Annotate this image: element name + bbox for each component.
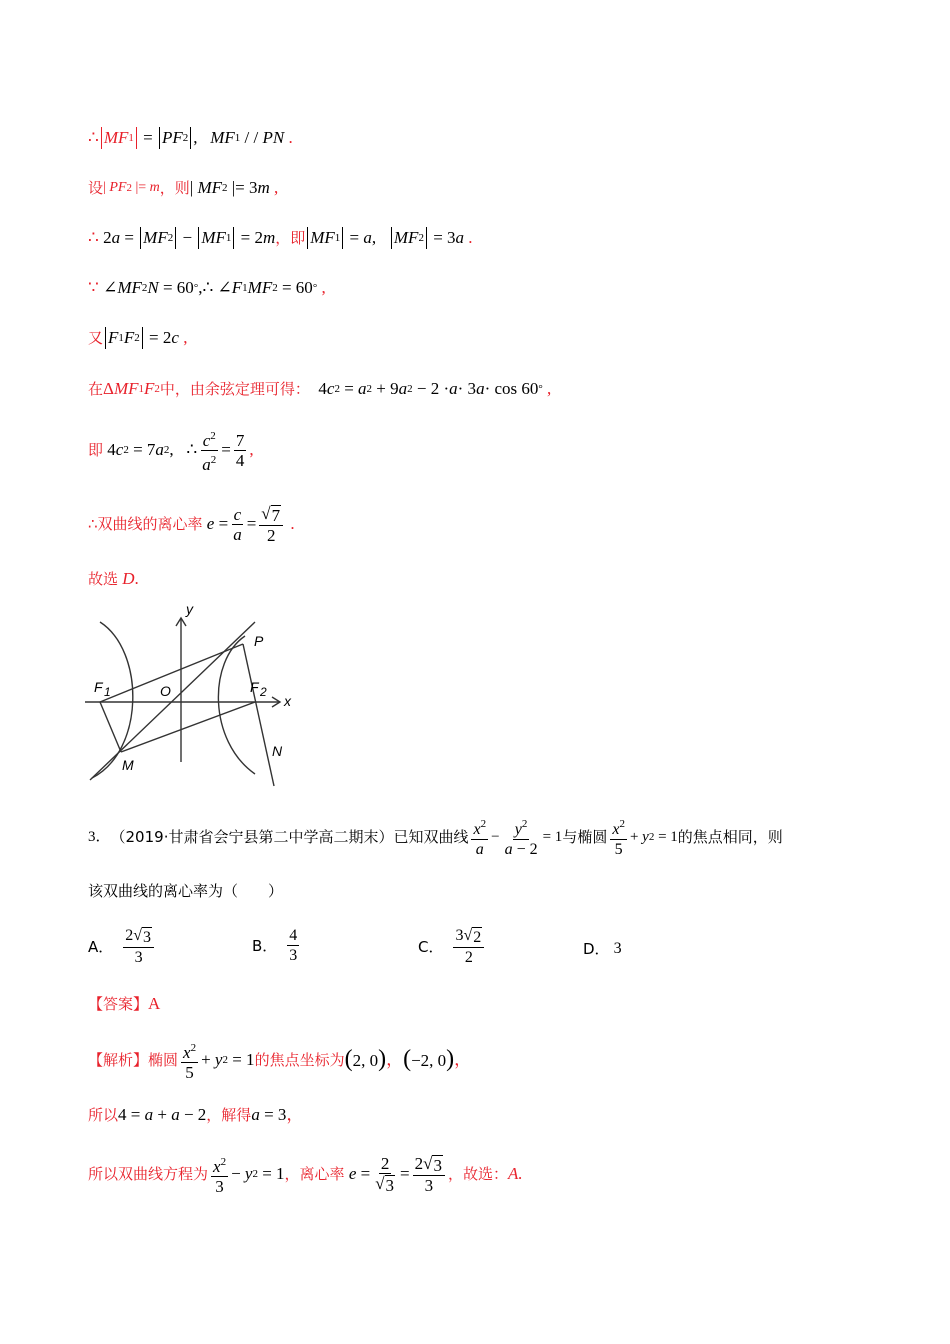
analysis-line-3: 所以双曲线方程为 $\frac{x^2}{3}$ − y 2 = 1 ，离心率 e = 2 √ 3 = 2√ 3 3 ，故选： A. (88, 1153, 523, 1196)
label-N: N (272, 743, 283, 759)
label-F2-sub: 2 (260, 685, 267, 699)
option-d-value: 3 (613, 939, 622, 957)
label-O: O (160, 683, 171, 699)
option-a-label: A． (88, 938, 114, 956)
text: ∴ (88, 228, 99, 247)
option-d-label: D． (583, 940, 610, 958)
text: 中，由余弦定理可得： (159, 380, 310, 398)
solution-line-1: ∴ MF 1 = PF 2 , MF 1 / / PN . (88, 128, 293, 147)
option-c-label: C． (418, 938, 444, 956)
answer-label: 【答案】 (88, 995, 149, 1013)
question-text-b: 与椭圆 (562, 828, 608, 846)
analysis-l2-b: ，解得 (206, 1106, 252, 1124)
hyperbola-figure (80, 596, 310, 796)
solution-line-8: ∴双曲线的离心率 e = $\frac{c}{a}$ = √ 7 2 . (88, 503, 295, 545)
solution-line-7: 即 4 c 2 = 7 a 2 , ∴ $\frac{c^2}{a^2}$ = $\frac{7}{4}$ , (88, 428, 254, 472)
hyperbola-left-branch (92, 622, 133, 778)
text: ∴双曲线的离心率 (88, 515, 203, 533)
option-c[interactable]: C． 3√ 2 2 (418, 926, 487, 967)
analysis-l2-a: 所以 (88, 1106, 119, 1124)
solution-line-4: ∵ ∠ MF 2 N = 60 ° ,∴ ∠ F 1 MF 2 = 60 ° , (88, 278, 326, 297)
label-F2: F (250, 679, 259, 695)
option-a[interactable]: A． 2√ 3 3 (88, 926, 157, 967)
answer-value: A (148, 994, 161, 1013)
question-line-2: 该双曲线的离心率为（ ） (88, 882, 284, 900)
analysis-line-1: 【解析】 椭圆 $\frac{x^2}{5}$ + y 2 = 1 的焦点坐标为 (2, 0) ， (−2, 0) ， (88, 1038, 471, 1082)
text: 在 (88, 380, 104, 398)
label-y: y (186, 601, 193, 617)
analysis-line-2: 所以 4 = a + a − 2 ，解得 a = 3 ， (88, 1105, 304, 1124)
option-b-label: B． (252, 937, 278, 955)
solution-line-5: 又 F 1 F 2 = 2 c , (88, 328, 188, 347)
analysis-l1-a: 椭圆 (148, 1051, 179, 1069)
line-MP (90, 622, 255, 780)
text: ，则 (159, 179, 190, 197)
option-b[interactable]: B． $\frac{4}{3}$ (252, 927, 298, 964)
text: 即 (88, 441, 104, 459)
text: 设 (88, 179, 104, 197)
solution-line-2: 设 | PF 2 |= m ，则 | MF 2 |= 3 m , (88, 178, 279, 197)
analysis-l3-c: ，故选： (447, 1165, 508, 1183)
text: 故选 (88, 570, 119, 588)
analysis-l3-a: 所以双曲线方程为 (88, 1165, 209, 1183)
analysis-label: 【解析】 (88, 1051, 149, 1069)
answer-line (88, 993, 160, 1015)
question-text-a: 已知双曲线 (393, 828, 469, 846)
analysis-l3-b: ，离心率 (284, 1165, 345, 1183)
text: ，即 (275, 229, 306, 247)
label-P: P (254, 633, 264, 649)
solution-line-3: ∴ 2 a = MF 2 − MF 1 = 2 m ，即 MF 1 = a , MF 2 = 3 a . (88, 228, 473, 247)
question-number: 3． (88, 829, 111, 845)
question-3-line-2 (88, 880, 283, 902)
solution-line-6: 在 Δ MF 1 F 2 中，由余弦定理可得： 4 c 2 = a 2 + 9 a 2 − 2 · a · 3 a · cos 60 ° , (88, 379, 552, 398)
hyperbola-right-branch (218, 636, 255, 774)
label-F1-sub: 1 (104, 685, 111, 699)
solution-line-9: 故选 D . (88, 569, 139, 588)
question-3-line-1: 3． （2019·甘肃省会宁县第二中学高二期末） 已知双曲线 $\frac{x^2}{a}$ − $\frac{y^2}{a - 2}$ = 1 与椭圆 $\frac{x^2}{5}$ + y 2 = 1 的焦点相同，则 (88, 812, 783, 862)
option-d[interactable] (583, 938, 622, 959)
line-F1M (100, 702, 121, 752)
question-source: （2019·甘肃省会宁县第二中学高二期末） (110, 828, 394, 846)
analysis-l1-b: 的焦点坐标为 (254, 1051, 345, 1069)
text: 又 (88, 329, 104, 347)
label-F1: F (94, 679, 103, 695)
question-text-c: 的焦点相同，则 (677, 828, 783, 846)
label-M: M (122, 757, 134, 773)
line-PN (243, 644, 274, 786)
label-x: x (284, 693, 291, 709)
line-MF2 (121, 702, 255, 752)
